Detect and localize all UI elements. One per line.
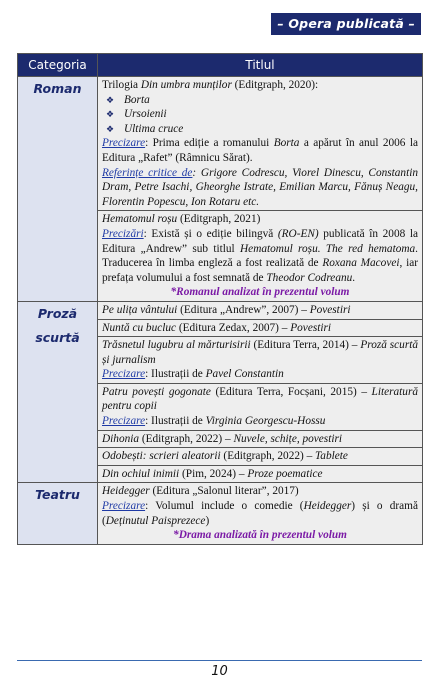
- diamond-bullet-icon: ❖: [106, 123, 115, 134]
- note-text: a apărut în anul 2006 la Editura „Rafet” (Râmnicu Sărat).: [102, 137, 418, 164]
- work-publisher: (Editgraph, 2022) –: [220, 450, 316, 463]
- work-title: Odobești: scrieri aleatorii: [102, 450, 221, 463]
- note-italic: (RO-EN): [277, 227, 319, 240]
- note-italic: Theodor Codreanu: [266, 271, 353, 284]
- work-title: Pe ulița vântului: [102, 303, 178, 316]
- note-text: , iar prefața volumului a fost semnată de: [102, 257, 418, 284]
- work-cell: [98, 301, 423, 319]
- critical-references: [102, 166, 418, 210]
- category-cell-proza-scurta: [18, 301, 98, 483]
- trilogy-prefix: Trilogia: [102, 79, 141, 91]
- note-text: : Ilustrații de: [145, 415, 206, 428]
- work-title-line: [102, 338, 418, 367]
- work-cell: [98, 319, 423, 337]
- category-cell-teatru: [18, 483, 98, 544]
- page-number: 10: [211, 664, 228, 679]
- trilogy-line: [102, 78, 418, 93]
- work-publisher: (Editura Zedax, 2007) –: [176, 321, 291, 334]
- work-title: Trăsnetul lugubru al mărturisirii: [102, 339, 251, 352]
- work-title: Nuntă cu bucluc: [102, 321, 177, 334]
- work-cell: [98, 337, 423, 384]
- note-italic: Virginia Georgescu-Hossu: [205, 415, 326, 428]
- note-text: : Există și o ediție bilingvă: [143, 227, 278, 240]
- work-genre: Proze poematice: [247, 467, 323, 480]
- diamond-bullet-icon: ❖: [106, 94, 115, 105]
- work-cell: [98, 383, 423, 430]
- note-text: : Prima ediție a romanului: [145, 137, 274, 150]
- note-text: . Traducerea în limba engleză a fost realizată de: [102, 242, 418, 270]
- analyzed-drama-note: *Drama analizată în prezentul volum: [173, 529, 347, 542]
- note-text: publicată în 2008 la Editura „Andrew” sub titlul: [102, 227, 418, 255]
- work-cell-heidegger: [98, 483, 423, 544]
- diamond-bullet-icon: ❖: [106, 109, 115, 120]
- work-publisher: (Editura Terra, 2014) –: [250, 339, 361, 352]
- work-genre: Nuvele, schițe, povestiri: [233, 432, 343, 445]
- note-text: : Volumul include o comedie (: [145, 500, 304, 513]
- work-genre: Proză scurtă și jurnalism: [102, 339, 419, 366]
- bullet-text: Ultima cruce: [124, 122, 184, 135]
- work-cell-hematom: [98, 211, 423, 302]
- trilogy-title: Din umbra munților: [140, 79, 232, 91]
- note-paragraph: [102, 136, 418, 165]
- note-paragraph: [102, 414, 418, 429]
- note-italic: Hematomul roșu. The red hematoma: [240, 242, 416, 255]
- note-italic: Roxana Macovei: [322, 257, 400, 270]
- list-item: [102, 107, 418, 122]
- analyzed-novel-note: *Romanul analizat în prezentul volum: [170, 286, 350, 299]
- note-text: ) și o dramă (: [102, 500, 418, 527]
- list-item: [102, 122, 418, 137]
- work-publisher: (Editura „Andrew”, 2007) –: [177, 303, 310, 316]
- work-title-line: [102, 484, 418, 499]
- work-genre: Povestiri: [309, 303, 351, 316]
- note-paragraph: [102, 499, 418, 528]
- work-title: Patru povești gogonate: [102, 385, 211, 398]
- category-label: Teatru: [35, 487, 80, 503]
- references-text: : Grigore Codrescu, Viorel Dinescu, Constantin Dram, Petre Isachi, Gheorghe Istrate, Emilian Marcu, Fănuș Neagu, Florentin Popescu, Ion Rotaru etc.: [102, 166, 419, 208]
- category-label: Roman: [33, 81, 82, 96]
- published-works-table: [17, 53, 423, 545]
- work-publisher: (Editura Terra, Focșani, 2015) –: [210, 385, 372, 398]
- work-title: Hematomul roșu: [102, 213, 178, 226]
- work-title: Dihonia: [102, 432, 140, 445]
- table-header-row: [18, 54, 423, 77]
- work-title: Heidegger: [102, 485, 150, 498]
- note-italic: Deținutul Paisprezece: [105, 514, 206, 527]
- work-cell: [98, 448, 423, 466]
- note-italic: Borta: [273, 137, 300, 150]
- work-cell-trilogy: [98, 77, 423, 211]
- work-title-line: [102, 212, 418, 227]
- note-paragraph: [102, 367, 418, 382]
- note-text: ): [205, 514, 210, 527]
- work-title: Din ochiul inimii: [102, 467, 180, 480]
- note-label: Precizări: [102, 227, 144, 240]
- note-text: .: [352, 271, 356, 284]
- bullet-text: Ursoienii: [124, 108, 167, 121]
- note-italic: Pavel Constantin: [205, 368, 284, 381]
- work-cell: [98, 430, 423, 448]
- category-cell-roman: [18, 77, 98, 302]
- note-italic: Heidegger: [303, 500, 352, 513]
- work-genre: Tablete: [315, 450, 348, 463]
- work-title-line: [102, 385, 418, 414]
- work-publisher: (Editura „Salonul literar”, 2017): [149, 485, 299, 498]
- work-publisher: (Pim, 2024) –: [179, 467, 248, 480]
- category-label: scurtă: [35, 329, 80, 345]
- work-publisher: (Editgraph, 2022) –: [139, 432, 234, 445]
- section-title-banner: – Opera publicată –: [271, 13, 421, 35]
- note-label: Precizare: [102, 500, 146, 513]
- work-publisher: (Editgraph, 2021): [177, 213, 261, 226]
- category-label: Proză: [37, 305, 78, 321]
- note-label: Precizare: [102, 368, 146, 381]
- list-item: [102, 93, 418, 108]
- references-label: Referințe critice de: [102, 166, 193, 179]
- trilogy-publisher: (Editgraph, 2020):: [231, 79, 319, 91]
- bullet-text: Borta: [124, 93, 150, 106]
- note-label: Precizare: [102, 415, 146, 428]
- work-cell: [98, 465, 423, 483]
- table-row: [18, 301, 423, 319]
- column-header-category: Categoria: [18, 54, 98, 77]
- note-text: : Ilustrații de: [145, 368, 206, 381]
- footer-divider: [17, 660, 422, 661]
- note-paragraph: [102, 227, 418, 285]
- work-genre: Povestiri: [290, 321, 332, 334]
- column-header-title: Titlul: [98, 54, 423, 77]
- table-row: [18, 483, 423, 544]
- note-label: Precizare: [102, 137, 146, 150]
- work-genre: Literatură pentru copii: [102, 385, 418, 413]
- table-row: [18, 77, 423, 211]
